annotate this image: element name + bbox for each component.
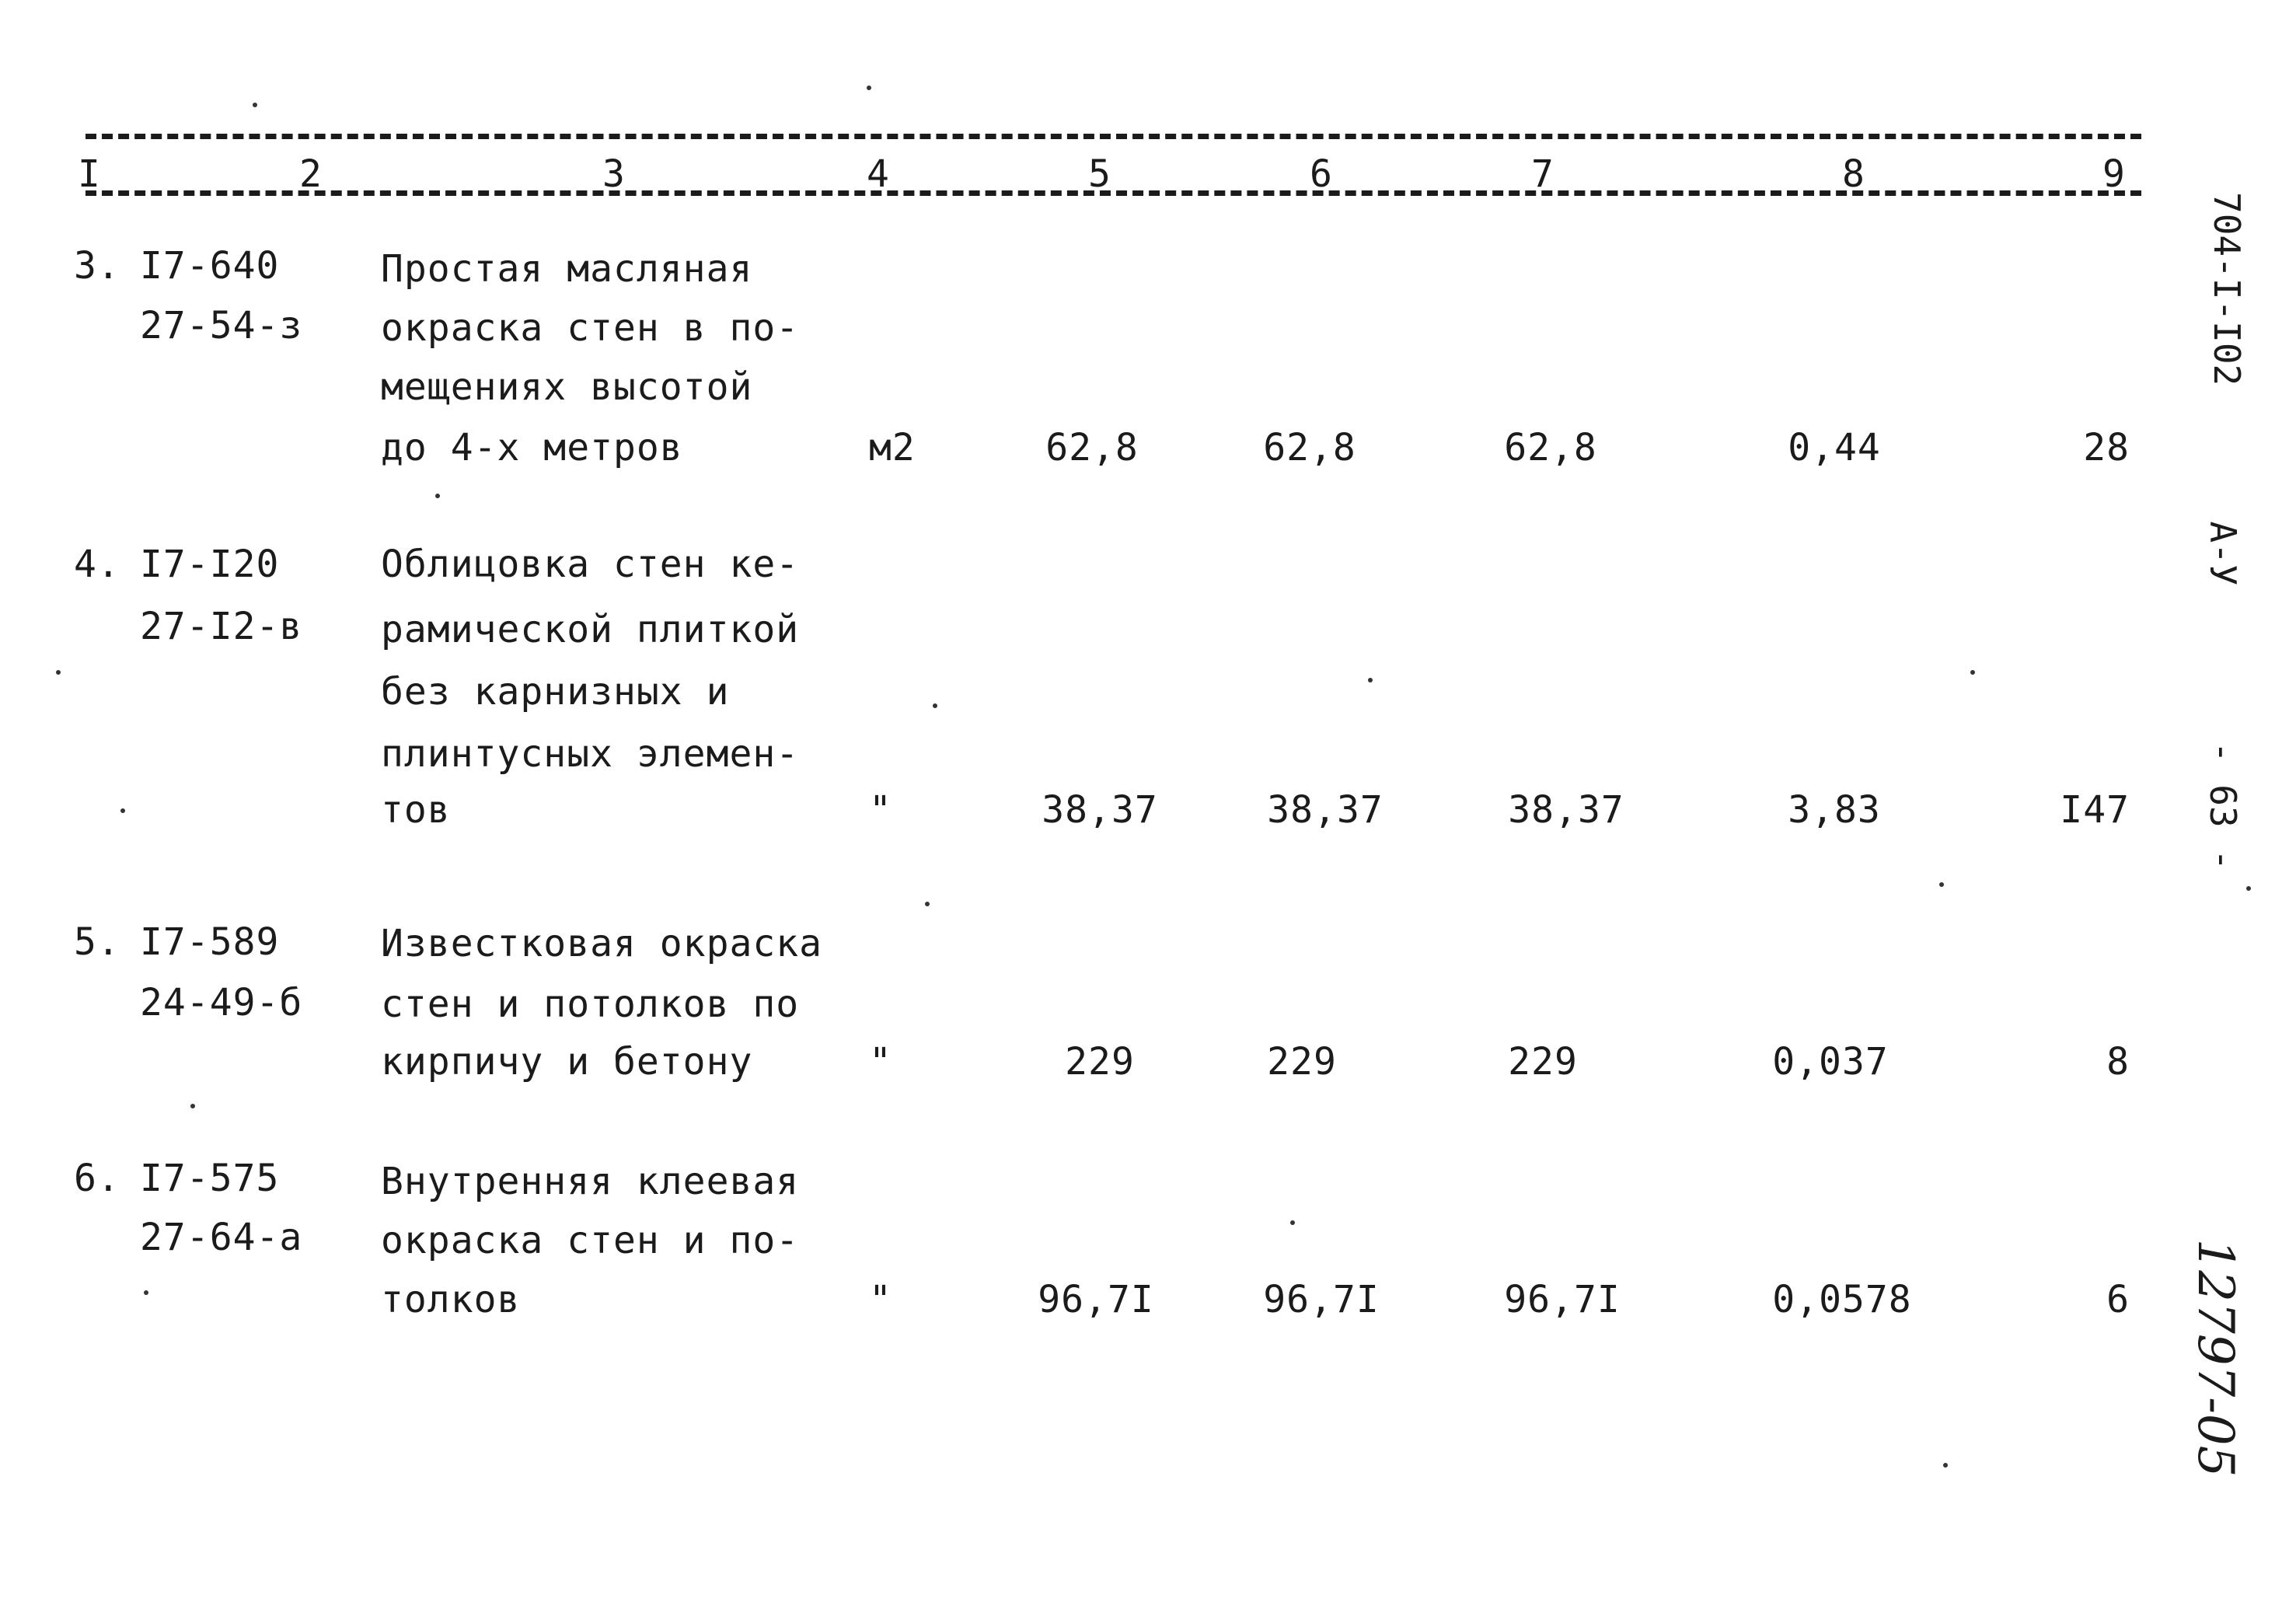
work-description-line: до 4-х метров — [381, 426, 683, 469]
work-description-line: толков — [381, 1278, 521, 1321]
value-col9: 8 — [2106, 1040, 2130, 1084]
value-col5: 96,7I — [1038, 1278, 1154, 1321]
value-col8: 0,037 — [1772, 1040, 1889, 1084]
work-description-line: плинтусных элемен- — [381, 732, 800, 776]
row-number: 4. — [74, 543, 120, 586]
scan-speck — [435, 494, 440, 498]
value-col6: 38,37 — [1267, 788, 1384, 832]
unit: " — [869, 1040, 892, 1084]
scan-speck — [1970, 670, 1975, 675]
value-col6: 62,8 — [1263, 426, 1356, 469]
work-description-line: кирпичу и бетону — [381, 1040, 753, 1084]
column-number-4: 4 — [867, 152, 889, 196]
estimate-code: I7-589 — [140, 920, 280, 964]
work-description-line: Внутренняя клеевая — [381, 1160, 800, 1203]
scan-speck — [120, 808, 125, 813]
value-col9: I47 — [2060, 788, 2130, 832]
scan-speck — [933, 703, 937, 708]
scan-speck — [1368, 678, 1373, 682]
value-col6: 229 — [1267, 1040, 1337, 1084]
value-col7: 96,7I — [1504, 1278, 1621, 1321]
work-description-line: мещениях высотой — [381, 365, 753, 409]
value-col5: 62,8 — [1045, 426, 1139, 469]
estimate-code: I7-I20 — [140, 543, 280, 586]
value-col8: 3,83 — [1788, 788, 1881, 832]
value-col9: 28 — [2083, 426, 2130, 469]
column-number-2: 2 — [299, 152, 322, 196]
scan-speck — [253, 103, 257, 107]
value-col8: 0,0578 — [1772, 1278, 1912, 1321]
header-bottom-rule — [85, 190, 2141, 196]
value-col5: 229 — [1065, 1040, 1135, 1084]
estimate-code: I7-640 — [140, 244, 280, 288]
work-description-line: Известковая окраска — [381, 922, 823, 965]
value-col7: 62,8 — [1504, 426, 1597, 469]
page-number-stamp: - 63 - — [2202, 741, 2244, 871]
scan-speck — [2246, 886, 2251, 891]
work-description-line: окраска стен в по- — [381, 306, 800, 350]
value-col5: 38,37 — [1042, 788, 1158, 832]
scan-speck — [1939, 882, 1944, 887]
column-number-6: 6 — [1310, 152, 1332, 196]
price-code: 27-64-а — [140, 1216, 303, 1259]
row-number: 5. — [74, 920, 120, 964]
scan-speck — [190, 1104, 195, 1108]
column-number-1: I — [78, 152, 100, 196]
work-description-line: стен и потолков по — [381, 983, 800, 1026]
value-col7: 229 — [1508, 1040, 1578, 1084]
work-description-line: Облицовка стен ке- — [381, 543, 800, 586]
value-col9: 6 — [2106, 1278, 2130, 1321]
unit: " — [869, 788, 892, 832]
work-description-line: рамической плиткой — [381, 608, 800, 651]
value-col8: 0,44 — [1788, 426, 1881, 469]
scan-speck — [1943, 1463, 1948, 1468]
inventory-number-handwritten: 12797-05 — [2186, 1238, 2244, 1478]
scan-speck — [1290, 1220, 1295, 1225]
work-description-line: без карнизных и — [381, 670, 730, 714]
unit: м2 — [869, 426, 916, 469]
album-stamp: А-У — [2202, 521, 2244, 586]
value-col7: 38,37 — [1508, 788, 1624, 832]
estimate-code: I7-575 — [140, 1157, 280, 1200]
column-number-7: 7 — [1531, 152, 1554, 196]
work-description-line: окраска стен и по- — [381, 1219, 800, 1262]
scan-speck — [144, 1290, 148, 1295]
work-description-line: Простая масляная — [381, 247, 753, 291]
work-description-line: тов — [381, 788, 451, 832]
column-number-9: 9 — [2102, 152, 2125, 196]
document-code-stamp: 704-I-I02 — [2206, 192, 2248, 386]
column-number-5: 5 — [1088, 152, 1111, 196]
unit: " — [869, 1278, 892, 1321]
price-code: 27-54-з — [140, 304, 303, 347]
price-code: 27-I2-в — [140, 605, 303, 648]
header-top-rule — [85, 134, 2141, 139]
column-number-3: 3 — [602, 152, 625, 196]
scan-speck — [56, 670, 61, 675]
column-number-8: 8 — [1842, 152, 1865, 196]
row-number: 3. — [74, 244, 120, 288]
value-col6: 96,7I — [1263, 1278, 1380, 1321]
price-code: 24-49-б — [140, 981, 303, 1024]
scan-speck — [925, 902, 930, 906]
row-number: 6. — [74, 1157, 120, 1200]
scan-speck — [867, 86, 871, 90]
